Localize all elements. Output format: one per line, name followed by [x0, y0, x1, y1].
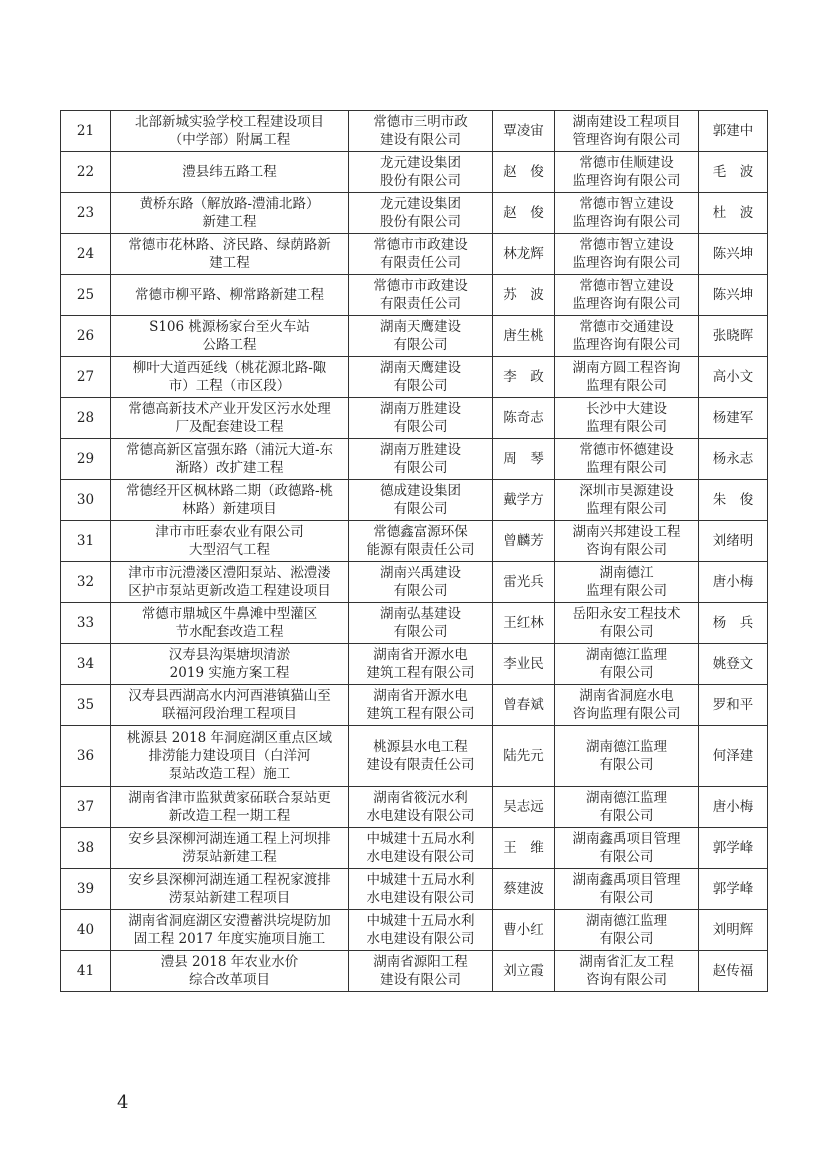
supervision-company-cell: 长沙中大建设 监理有限公司: [555, 398, 699, 439]
row-number-cell: 28: [61, 398, 111, 439]
construction-company-cell: 湖南省开源水电 建筑工程有限公司: [349, 685, 493, 726]
project-name-cell: 北部新城实验学校工程建设项目 （中学部）附属工程: [111, 111, 349, 152]
chief-supervisor-cell: 唐小梅: [699, 562, 768, 603]
construction-company-cell: 德成建设集团 有限公司: [349, 480, 493, 521]
project-name-cell: 常德市鼎城区牛鼻滩中型灌区 节水配套改造工程: [111, 603, 349, 644]
project-manager-cell: 曹小红: [493, 910, 555, 951]
row-number-cell: 22: [61, 152, 111, 193]
chief-supervisor-cell: 何泽建: [699, 726, 768, 787]
construction-company-cell: 湖南兴禹建设 有限公司: [349, 562, 493, 603]
project-manager-cell: 吴志远: [493, 787, 555, 828]
project-manager-cell: 戴学方: [493, 480, 555, 521]
chief-supervisor-cell: 杜 波: [699, 193, 768, 234]
table-row: [61, 152, 768, 193]
chief-supervisor-cell: 赵传福: [699, 951, 768, 992]
table-row: [61, 398, 768, 439]
supervision-company-cell: 常德市智立建设 监理咨询有限公司: [555, 275, 699, 316]
supervision-company-cell: 湖南兴邦建设工程 咨询有限公司: [555, 521, 699, 562]
supervision-company-cell: 湖南建设工程项目 管理咨询有限公司: [555, 111, 699, 152]
project-name-cell: 汉寿县西湖高水内河酉港镇猫山至 联福河段治理工程项目: [111, 685, 349, 726]
project-manager-cell: 刘立霞: [493, 951, 555, 992]
construction-company-cell: 湖南省开源水电 建筑工程有限公司: [349, 644, 493, 685]
chief-supervisor-cell: 高小文: [699, 357, 768, 398]
project-manager-cell: 赵 俊: [493, 193, 555, 234]
supervision-company-cell: 湖南省汇友工程 咨询有限公司: [555, 951, 699, 992]
project-name-cell: 常德高新技术产业开发区污水处理 厂及配套建设工程: [111, 398, 349, 439]
project-name-cell: 柳叶大道西延线（桃花源北路-陬 市）工程（市区段）: [111, 357, 349, 398]
construction-company-cell: 常德市市政建设 有限责任公司: [349, 275, 493, 316]
chief-supervisor-cell: 杨永志: [699, 439, 768, 480]
project-name-cell: 湖南省津市监狱黄家砳联合泵站更 新改造工程一期工程: [111, 787, 349, 828]
row-number-cell: 29: [61, 439, 111, 480]
project-name-cell: 汉寿县沟渠塘坝清淤 2019 实施方案工程: [111, 644, 349, 685]
project-name-cell: 常德市柳平路、柳常路新建工程: [111, 275, 349, 316]
row-number-cell: 35: [61, 685, 111, 726]
construction-company-cell: 湖南弘基建设 有限公司: [349, 603, 493, 644]
supervision-company-cell: 岳阳永安工程技术 有限公司: [555, 603, 699, 644]
chief-supervisor-cell: 杨建军: [699, 398, 768, 439]
supervision-company-cell: 湖南鑫禹项目管理 有限公司: [555, 828, 699, 869]
supervision-company-cell: 常德市智立建设 监理咨询有限公司: [555, 234, 699, 275]
construction-company-cell: 常德鑫富源环保 能源有限责任公司: [349, 521, 493, 562]
construction-company-cell: 常德市市政建设 有限责任公司: [349, 234, 493, 275]
row-number-cell: 25: [61, 275, 111, 316]
chief-supervisor-cell: 杨 兵: [699, 603, 768, 644]
project-name-cell: 津市市沅澧溇区澧阳泵站、淞澧溇 区护市泵站更新改造工程建设项目: [111, 562, 349, 603]
project-table: [60, 110, 768, 992]
row-number-cell: 27: [61, 357, 111, 398]
row-number-cell: 31: [61, 521, 111, 562]
row-number-cell: 21: [61, 111, 111, 152]
supervision-company-cell: 常德市智立建设 监理咨询有限公司: [555, 193, 699, 234]
construction-company-cell: 中城建十五局水利 水电建设有限公司: [349, 828, 493, 869]
row-number-cell: 39: [61, 869, 111, 910]
supervision-company-cell: 湖南德江 监理有限公司: [555, 562, 699, 603]
construction-company-cell: 湖南万胜建设 有限公司: [349, 398, 493, 439]
project-manager-cell: 王 维: [493, 828, 555, 869]
table-row: [61, 234, 768, 275]
supervision-company-cell: 湖南德江监理 有限公司: [555, 787, 699, 828]
chief-supervisor-cell: 郭学峰: [699, 869, 768, 910]
project-name-cell: 澧县 2018 年农业水价 综合改革项目: [111, 951, 349, 992]
table-row: [61, 685, 768, 726]
row-number-cell: 40: [61, 910, 111, 951]
project-manager-cell: 雷光兵: [493, 562, 555, 603]
chief-supervisor-cell: 郭学峰: [699, 828, 768, 869]
table-row: [61, 603, 768, 644]
project-name-cell: 黄桥东路（解放路-澧浦北路） 新建工程: [111, 193, 349, 234]
supervision-company-cell: 深圳市昊源建设 监理有限公司: [555, 480, 699, 521]
construction-company-cell: 湖南天鹰建设 有限公司: [349, 357, 493, 398]
row-number-cell: 36: [61, 726, 111, 787]
project-name-cell: 常德高新区富强东路（浦沅大道-东 渐路）改扩建工程: [111, 439, 349, 480]
supervision-company-cell: 湖南鑫禹项目管理 有限公司: [555, 869, 699, 910]
row-number-cell: 23: [61, 193, 111, 234]
project-manager-cell: 覃凌宙: [493, 111, 555, 152]
construction-company-cell: 龙元建设集团 股份有限公司: [349, 152, 493, 193]
chief-supervisor-cell: 郭建中: [699, 111, 768, 152]
chief-supervisor-cell: 陈兴坤: [699, 234, 768, 275]
table-row: [61, 193, 768, 234]
construction-company-cell: 中城建十五局水利 水电建设有限公司: [349, 869, 493, 910]
project-manager-cell: 陈奇志: [493, 398, 555, 439]
project-manager-cell: 曾麟芳: [493, 521, 555, 562]
row-number-cell: 37: [61, 787, 111, 828]
row-number-cell: 41: [61, 951, 111, 992]
row-number-cell: 30: [61, 480, 111, 521]
project-name-cell: 安乡县深柳河湖连通工程上河坝排 涝泵站新建工程: [111, 828, 349, 869]
construction-company-cell: 桃源县水电工程 建设有限责任公司: [349, 726, 493, 787]
project-manager-cell: 王红林: [493, 603, 555, 644]
table-row: [61, 562, 768, 603]
project-name-cell: 常德市花林路、济民路、绿荫路新 建工程: [111, 234, 349, 275]
chief-supervisor-cell: 朱 俊: [699, 480, 768, 521]
table-row: [61, 726, 768, 787]
project-name-cell: 湖南省洞庭湖区安澧蓄洪垸堤防加 固工程 2017 年度实施项目施工: [111, 910, 349, 951]
construction-company-cell: 湖南省筱沅水利 水电建设有限公司: [349, 787, 493, 828]
row-number-cell: 24: [61, 234, 111, 275]
page-number: 4: [117, 1092, 129, 1113]
construction-company-cell: 常德市三明市政 建设有限公司: [349, 111, 493, 152]
row-number-cell: 26: [61, 316, 111, 357]
supervision-company-cell: 常德市怀德建设 监理有限公司: [555, 439, 699, 480]
supervision-company-cell: 湖南省洞庭水电 咨询监理有限公司: [555, 685, 699, 726]
construction-company-cell: 湖南天鹰建设 有限公司: [349, 316, 493, 357]
row-number-cell: 32: [61, 562, 111, 603]
project-name-cell: 桃源县 2018 年洞庭湖区重点区域 排涝能力建设项目（白洋河 泵站改造工程）施工: [111, 726, 349, 787]
project-manager-cell: 赵 俊: [493, 152, 555, 193]
project-manager-cell: 蔡建波: [493, 869, 555, 910]
project-manager-cell: 唐生桃: [493, 316, 555, 357]
table-row: [61, 275, 768, 316]
construction-company-cell: 湖南万胜建设 有限公司: [349, 439, 493, 480]
project-name-cell: S106 桃源杨家台至火车站 公路工程: [111, 316, 349, 357]
project-manager-cell: 李 政: [493, 357, 555, 398]
table-row: [61, 910, 768, 951]
table-row: [61, 787, 768, 828]
chief-supervisor-cell: 张晓晖: [699, 316, 768, 357]
project-manager-cell: 苏 波: [493, 275, 555, 316]
project-name-cell: 常德经开区枫林路二期（政德路-桃 林路）新建项目: [111, 480, 349, 521]
row-number-cell: 34: [61, 644, 111, 685]
construction-company-cell: 龙元建设集团 股份有限公司: [349, 193, 493, 234]
project-name-cell: 安乡县深柳河湖连通工程祝家渡排 涝泵站新建工程项目: [111, 869, 349, 910]
table-row: [61, 869, 768, 910]
project-name-cell: 津市市旺泰农业有限公司 大型沼气工程: [111, 521, 349, 562]
row-number-cell: 33: [61, 603, 111, 644]
table-row: [61, 828, 768, 869]
chief-supervisor-cell: 毛 波: [699, 152, 768, 193]
chief-supervisor-cell: 姚登文: [699, 644, 768, 685]
table-row: [61, 951, 768, 992]
table-row: [61, 644, 768, 685]
supervision-company-cell: 常德市佳顺建设 监理咨询有限公司: [555, 152, 699, 193]
table-row: [61, 111, 768, 152]
table-row: [61, 439, 768, 480]
construction-company-cell: 中城建十五局水利 水电建设有限公司: [349, 910, 493, 951]
chief-supervisor-cell: 刘明辉: [699, 910, 768, 951]
project-name-cell: 澧县纬五路工程: [111, 152, 349, 193]
project-manager-cell: 陆先元: [493, 726, 555, 787]
supervision-company-cell: 常德市交通建设 监理咨询有限公司: [555, 316, 699, 357]
supervision-company-cell: 湖南德江监理 有限公司: [555, 910, 699, 951]
table-row: [61, 480, 768, 521]
supervision-company-cell: 湖南德江监理 有限公司: [555, 644, 699, 685]
table-row: [61, 357, 768, 398]
row-number-cell: 38: [61, 828, 111, 869]
chief-supervisor-cell: 陈兴坤: [699, 275, 768, 316]
project-manager-cell: 周 琴: [493, 439, 555, 480]
construction-company-cell: 湖南省源阳工程 建设有限公司: [349, 951, 493, 992]
supervision-company-cell: 湖南方圆工程咨询 监理有限公司: [555, 357, 699, 398]
table-row: [61, 521, 768, 562]
chief-supervisor-cell: 罗和平: [699, 685, 768, 726]
chief-supervisor-cell: 唐小梅: [699, 787, 768, 828]
supervision-company-cell: 湖南德江监理 有限公司: [555, 726, 699, 787]
chief-supervisor-cell: 刘绪明: [699, 521, 768, 562]
table-row: [61, 316, 768, 357]
project-manager-cell: 林龙辉: [493, 234, 555, 275]
project-manager-cell: 曾春斌: [493, 685, 555, 726]
project-manager-cell: 李业民: [493, 644, 555, 685]
